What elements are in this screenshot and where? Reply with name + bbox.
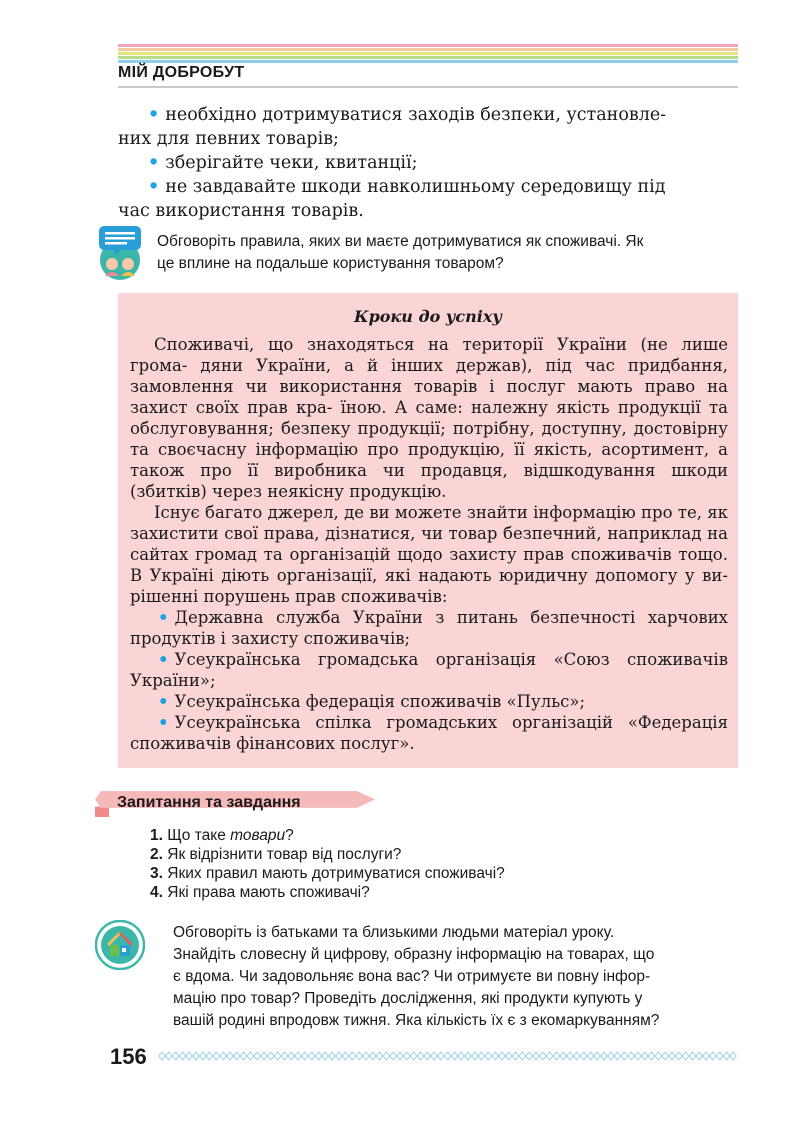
diamond-ornament — [349, 1052, 355, 1060]
success-steps-box — [118, 293, 738, 768]
header-stripes — [118, 44, 738, 64]
diamond-ornament — [642, 1052, 648, 1060]
diamond-ornament — [621, 1052, 627, 1060]
list-item: 3. Яких правил мають дотримуватися споживачі? — [150, 865, 505, 882]
diamond-ornament — [533, 1052, 539, 1060]
diamond-ornament — [512, 1052, 518, 1060]
diamond-ornament — [281, 1052, 287, 1060]
diamond-ornament — [580, 1052, 586, 1060]
home-icon — [95, 920, 145, 970]
discussion-prompt: Обговоріть правила, яких ви маєте дотримуватися як споживачі. Як це вплине на подальше користування товаром? — [157, 233, 644, 272]
diamond-ornament — [166, 1052, 172, 1060]
diamond-ornament — [363, 1052, 369, 1060]
diamond-ornament — [655, 1052, 661, 1060]
list-item: 4. Які права мають споживачі? — [150, 884, 370, 901]
box-title: Кроки до успіху — [354, 307, 502, 326]
org-list-item: • Державна служба України з питань безпечності харчових продуктів і захисту споживачів; — [130, 608, 728, 648]
diamond-ornament — [227, 1052, 233, 1060]
diamond-ornament — [628, 1052, 634, 1060]
diamond-ornament — [390, 1052, 396, 1060]
home-task-text: Обговоріть із батьками та близькими людьми матеріал уроку. Знайдіть словесну й цифрову, образну інформацію на товарах, що є вдома. Чи задовольняє вона вас? Чи отримуєте ви повну інфор- мацію про товар? Проведіть дослідження, які продукти купують у вашій родині впродовж тижня. Яка кількість їх є з екомаркуванням? — [173, 924, 660, 1029]
diamond-ornament — [159, 1052, 165, 1060]
diamond-ornament — [220, 1052, 226, 1060]
diamond-ornament — [648, 1052, 654, 1060]
diamond-ornament — [431, 1052, 437, 1060]
diamond-ornament — [193, 1052, 199, 1060]
list-item: 2. Як відрізнити товар від послуги? — [150, 846, 402, 863]
diamond-ornament — [696, 1052, 702, 1060]
diamond-ornament — [546, 1052, 552, 1060]
org-list-item: • Усеукраїнська спілка громадських організацій «Федерація споживачів фінансових послуг». — [130, 713, 728, 753]
diamond-ornament — [587, 1052, 593, 1060]
diamond-ornament — [200, 1052, 206, 1060]
diamond-ornament — [519, 1052, 525, 1060]
questions-title: Запитання та завдання — [117, 794, 301, 811]
diamond-ornament — [308, 1052, 314, 1060]
diamond-ornament — [567, 1052, 573, 1060]
list-item: • зберігайте чеки, квитанції; — [148, 153, 418, 173]
diamond-ornament — [295, 1052, 301, 1060]
bullet-icon: • — [148, 177, 160, 197]
diamond-ornament — [710, 1052, 716, 1060]
title-divider — [118, 86, 738, 88]
diamond-ornament — [689, 1052, 695, 1060]
diamond-ornament — [451, 1052, 457, 1060]
org-list-item: • Усеукраїнська федерація споживачів «Пульс»; — [158, 692, 586, 711]
footer-ornament — [158, 1049, 738, 1063]
box-paragraph-2: Існує багато джерел, де ви можете знайти інформацію про те, як захистити свої права, дізнатися, чи товар безпечний, наприклад на сайтах громад та організацій щодо захисту прав споживачів тощо. В Україні діють організації, які надають юридичну допомогу у ви- рішенні порушень прав споживачів: — [130, 503, 728, 606]
diamond-ornament — [465, 1052, 471, 1060]
diamond-ornament — [397, 1052, 403, 1060]
diamond-ornament — [614, 1052, 620, 1060]
diamond-ornament — [526, 1052, 532, 1060]
diamond-ornament — [261, 1052, 267, 1060]
diamond-ornament — [669, 1052, 675, 1060]
diamond-ornament — [662, 1052, 668, 1060]
list-item: • необхідно дотримуватися заходів безпеки, установле- — [148, 105, 667, 125]
diamond-ornament — [492, 1052, 498, 1060]
diamond-ornament — [356, 1052, 362, 1060]
diamond-ornament — [322, 1052, 328, 1060]
diamond-ornament — [186, 1052, 192, 1060]
diamond-ornament — [417, 1052, 423, 1060]
diamond-ornament — [553, 1052, 559, 1060]
bullet-icon: • — [148, 105, 160, 125]
diamond-ornament — [499, 1052, 505, 1060]
questions-list — [150, 826, 505, 902]
diamond-ornament — [404, 1052, 410, 1060]
list-item-continuation: них для певних товарів; — [118, 129, 339, 149]
diamond-ornament — [594, 1052, 600, 1060]
list-item-continuation: час використання товарів. — [118, 201, 364, 221]
diamond-ornament — [635, 1052, 641, 1060]
box-paragraph-1: Споживачі, що знаходяться на території України (не лише грома- дяни України, а й інших держав), під час придбання, замовлення чи використання товарів і послуг мають право на захист своїх прав кра- їною. А саме: належну якість продукції та обслуговування; безпеку продукції; потрібну, доступну, достовірну та своєчасну інформацію про продукцію, її якість, асортимент, а також про її виробника чи продавця, відшкодування шкоди (збитків) через неякісну продукцію. — [130, 335, 729, 501]
diamond-ornament — [472, 1052, 478, 1060]
diamond-ornament — [574, 1052, 580, 1060]
diamond-ornament — [608, 1052, 614, 1060]
diamond-ornament — [730, 1052, 736, 1060]
diamond-ornament — [329, 1052, 335, 1060]
diamond-ornament — [485, 1052, 491, 1060]
diamond-ornament — [376, 1052, 382, 1060]
diamond-ornament — [383, 1052, 389, 1060]
bullet-icon: • — [158, 650, 169, 669]
diamond-ornament — [213, 1052, 219, 1060]
diamond-ornament — [234, 1052, 240, 1060]
diamond-ornament — [682, 1052, 688, 1060]
section-title: МІЙ ДОБРОБУТ — [118, 64, 245, 81]
diamond-ornament — [274, 1052, 280, 1060]
diamond-ornament — [302, 1052, 308, 1060]
diamond-ornament — [288, 1052, 294, 1060]
diamond-ornament — [540, 1052, 546, 1060]
diamond-ornament — [268, 1052, 274, 1060]
list-item: • не завдавайте шкоди навколишньому середовищу під — [148, 177, 666, 197]
diamond-ornament — [206, 1052, 212, 1060]
diamond-ornament — [458, 1052, 464, 1060]
diamond-ornament — [703, 1052, 709, 1060]
diamond-ornament — [172, 1052, 178, 1060]
diamond-ornament — [336, 1052, 342, 1060]
diamond-ornament — [424, 1052, 430, 1060]
diamond-ornament — [410, 1052, 416, 1060]
diamond-ornament — [240, 1052, 246, 1060]
diamond-ornament — [716, 1052, 722, 1060]
bullet-icon: • — [148, 153, 160, 173]
box-body — [130, 334, 728, 754]
page-number: 156 — [110, 1044, 147, 1069]
diamond-ornament — [370, 1052, 376, 1060]
diamond-ornament — [560, 1052, 566, 1060]
diamond-ornament — [676, 1052, 682, 1060]
diamond-ornament — [506, 1052, 512, 1060]
org-list-item: • Усеукраїнська громадська організація «Союз споживачів України»; — [130, 650, 728, 690]
diamond-ornament — [723, 1052, 729, 1060]
diamond-ornament — [342, 1052, 348, 1060]
diamond-ornament — [179, 1052, 185, 1060]
bullet-icon: • — [158, 713, 169, 732]
diamond-ornament — [444, 1052, 450, 1060]
diamond-ornament — [478, 1052, 484, 1060]
diamond-ornament — [601, 1052, 607, 1060]
diamond-ornament — [254, 1052, 260, 1060]
bullet-icon: • — [158, 692, 169, 711]
intro-bullets — [118, 103, 738, 223]
bullet-icon: • — [158, 608, 169, 627]
list-item: 1. Що таке товари? — [150, 827, 294, 844]
diamond-ornament — [438, 1052, 444, 1060]
diamond-ornament — [315, 1052, 321, 1060]
chat-icon — [95, 224, 145, 282]
diamond-ornament — [247, 1052, 253, 1060]
